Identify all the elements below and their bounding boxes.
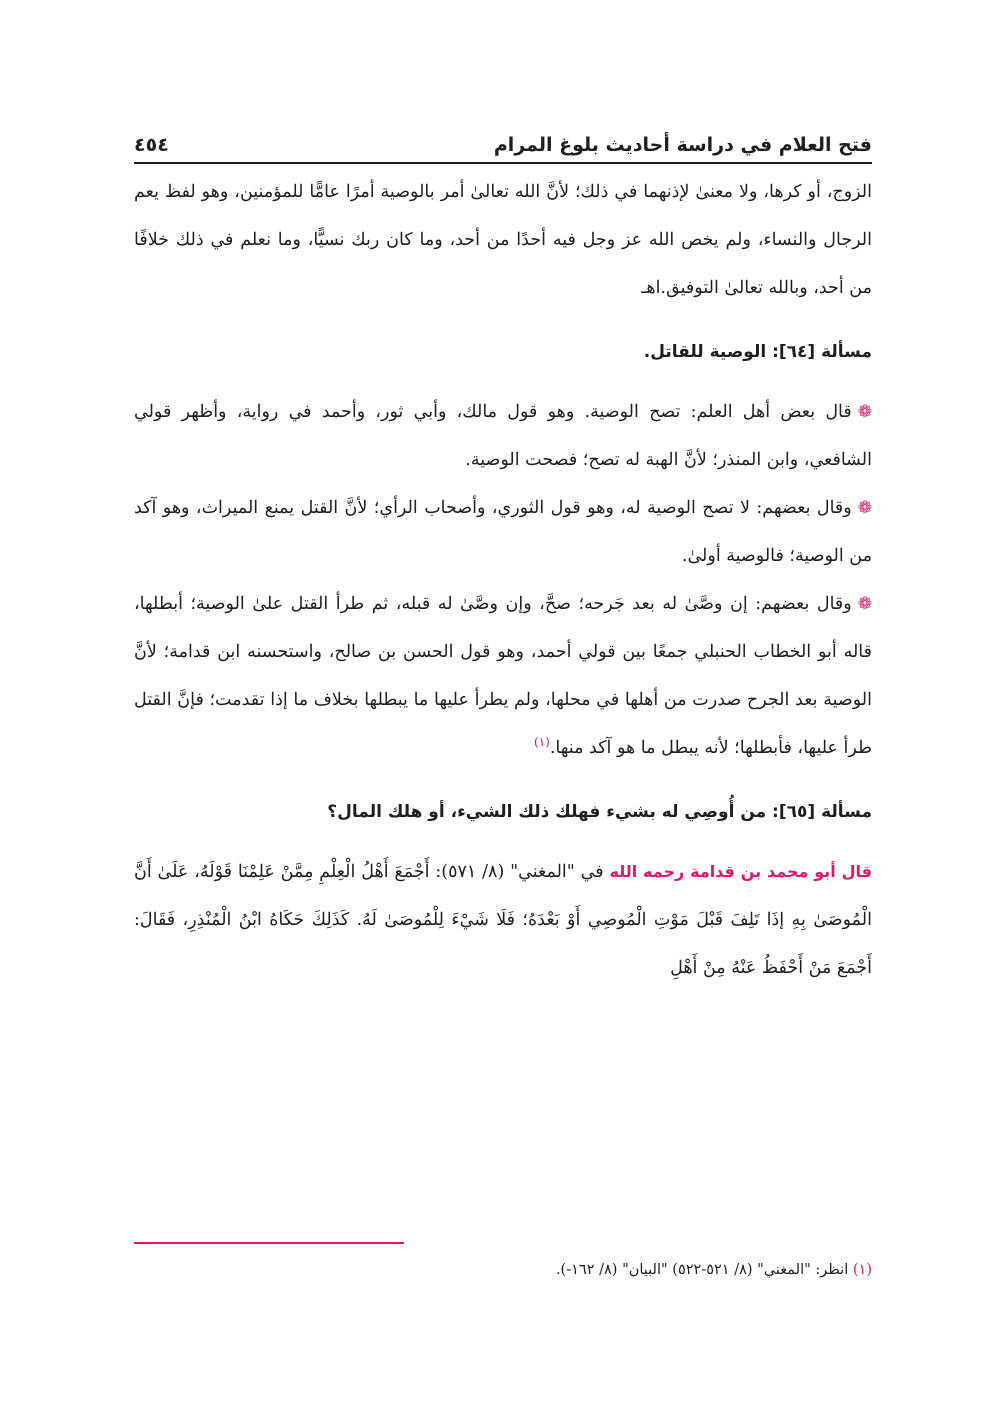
speaker-attribution: قال أبو محمد بن قدامة رحمه الله xyxy=(609,862,873,881)
footnote xyxy=(556,1262,872,1278)
footnote-text: انظر: "المغني" (٨/ ٥٢١-٥٢٢) "البيان" (٨/ ١٦٢-). xyxy=(555,1262,853,1278)
page-number: ٤٥٤ xyxy=(134,134,169,156)
flower-bullet-icon: ❁ xyxy=(857,402,872,422)
book-title: فتح العلام في دراسة أحاديث بلوغ المرام xyxy=(493,134,872,156)
footnote-ref[interactable]: (١) xyxy=(534,735,550,750)
opinion-2 xyxy=(134,484,872,580)
opinion-2-text: وقال بعضهم: لا تصح الوصية له، وهو قول الثوري، وأصحاب الرأي؛ لأنَّ القتل يمنع الميراث، وهو آكد من الوصية؛ فالوصية أولىٰ. xyxy=(134,498,872,566)
intro-paragraph: الزوج، أو كرها، ولا معنىٰ لإذنهما في ذلك؛ لأنَّ الله تعالىٰ أمر بالوصية أمرًا عامًّا للمؤمنين، وهو لفظ يعم الرجال والنساء، ولم يخص الله عز وجل فيه أحدًا من أحد، وما كان ربك نسيًّا، وما نعلم في ذلك خلافًا من أحد، وبالله تعالىٰ التوفيق.اهـ xyxy=(134,182,872,298)
opinion-3-text: وقال بعضهم: إن وصَّىٰ له بعد جَرحه؛ صحَّ، وإن وصَّىٰ له قبله، ثم طرأ القتل علىٰ الوصية؛ أبطلها، قاله أبو الخطاب الحنبلي جمعًا بين قولي أحمد، وهو قول الحسن بن صالح، واستحسنه ابن قدامة؛ لأنَّ الوصية بعد الجرح صدرت من أهلها في محلها، ولم يطرأ عليها ما يبطلها بخلاف ما إذا تقدمت؛ فإنَّ القتل طرأ عليها، فأبطلها؛ لأنه يبطل ما هو آكد منها. xyxy=(134,594,872,758)
question-65-body xyxy=(134,848,872,992)
footnote-divider xyxy=(134,1242,404,1244)
question-65-text: في "المغني" (٨/ ٥٧١): أَجْمَعَ أَهْلُ الْعِلْمِ مِمَّنْ عَلِمْنَا قَوْلَهُ، عَلَىٰ أَنَّ الْمُوصَىٰ بِهِ إذَا تَلِفَ قَبْلَ مَوْتِ الْمُوصِي أَوْ بَعْدَهُ؛ فَلَا شَيْءَ لِلْمُوصَىٰ لَهُ. كَذَلِكَ حَكَاهُ ابْنُ الْمُنْذِرِ، فَقَالَ: أَجْمَعَ مَنْ أَحْفَظُ عَنْهُ مِنْ أَهْلِ xyxy=(134,862,872,978)
opinion-1-text: قال بعض أهل العلم: تصح الوصية. وهو قول مالك، وأبي ثور، وأحمد في رواية، وأظهر قولي الشافعي، وابن المنذر؛ لأنَّ الهبة له تصح؛ فصحت الوصية. xyxy=(134,402,872,470)
opinion-1 xyxy=(134,388,872,484)
opinion-3 xyxy=(134,580,872,772)
flower-bullet-icon: ❁ xyxy=(857,594,872,614)
footnote-number: (١) xyxy=(852,1262,872,1278)
running-header xyxy=(134,118,872,164)
question-65-heading: مسألة [٦٥]: من أُوصِي له بشيء فهلك ذلك الشيء، أو هلك المال؟ xyxy=(327,802,872,822)
page xyxy=(134,118,872,992)
flower-bullet-icon: ❁ xyxy=(857,498,872,518)
question-64-heading: مسألة [٦٤]: الوصية للقاتل. xyxy=(643,342,872,362)
